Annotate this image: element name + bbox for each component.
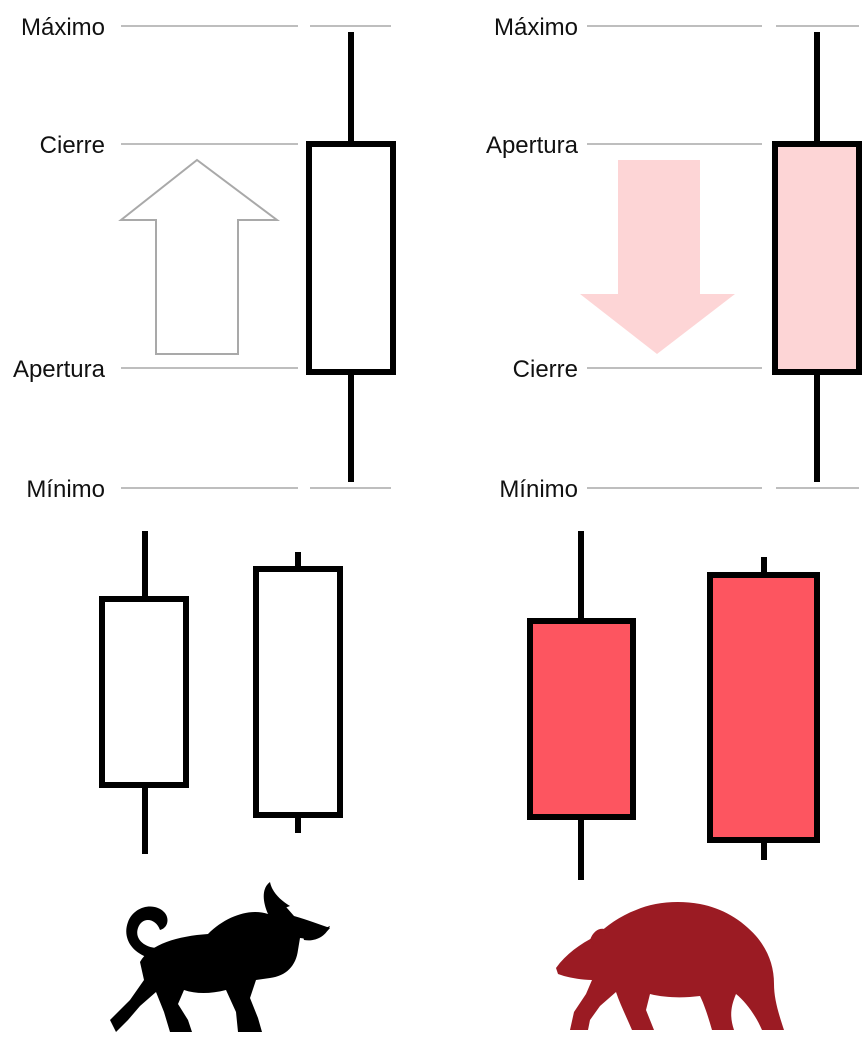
- bearish-examples: [530, 531, 817, 880]
- label-low: Mínimo: [26, 476, 105, 503]
- up-arrow-icon: [121, 160, 277, 354]
- label-low: Mínimo: [499, 476, 578, 503]
- bullish-examples: [102, 531, 340, 854]
- bullish-candle-body: [309, 144, 393, 372]
- label-close: Cierre: [39, 132, 105, 159]
- label-open: Apertura: [12, 356, 105, 383]
- label-high: Máximo: [20, 14, 105, 41]
- bearish-diagram: [486, 14, 859, 503]
- bullish-example-candle: [102, 599, 186, 785]
- bullish-diagram: [13, 14, 393, 503]
- label-high: Máximo: [493, 14, 578, 41]
- label-close: Cierre: [512, 356, 578, 383]
- bull-icon: [110, 882, 330, 1032]
- down-arrow-icon: [580, 160, 735, 354]
- bearish-example-candle: [710, 575, 817, 840]
- bearish-candle-body: [775, 144, 859, 372]
- label-open: Apertura: [485, 132, 578, 159]
- bearish-example-candle: [530, 621, 633, 817]
- bullish-example-candle: [256, 569, 340, 815]
- bear-icon: [556, 902, 784, 1030]
